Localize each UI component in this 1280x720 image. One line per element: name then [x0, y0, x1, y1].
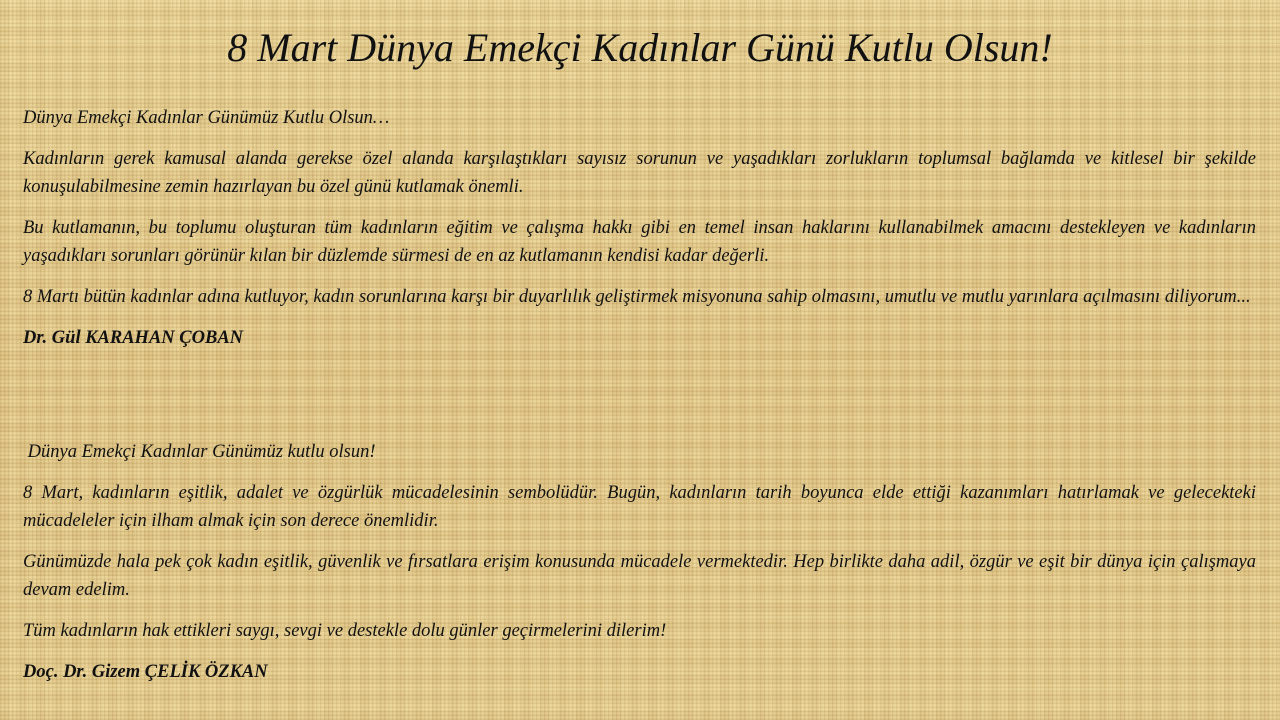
message-1-paragraph: Bu kutlamanın, bu toplumu oluşturan tüm kadınların eğitim ve çalışma hakkı gibi en temel insan haklarını kullanabilmek amacını destekleyen ve kadınların yaşadıkları sorunları görünür kılan bir düzlemde sürmesi de en az kutlamanın kendisi kadar değerli.	[23, 218, 1256, 266]
message-2-paragraph: Tüm kadınların hak ettikleri saygı, sevgi ve destekle dolu günler geçirmelerini dilerim!	[23, 621, 667, 641]
message-1-paragraph: Kadınların gerek kamusal alanda gerekse özel alanda karşılaştıkları sayısız sorunun ve yaşadıkları zorlukların toplumsal bağlamda ve kitlesel bir şekilde konuşulabilmesine zemin hazırlayan bu özel günü kutlamak önemli.	[23, 149, 1256, 197]
message-1-paragraph: 8 Martı bütün kadınlar adına kutluyor, kadın sorunlarına karşı bir duyarlılık geliştirmek misyonuna sahip olmasını, umutlu ve mutlu yarınlara açılmasını diliyorum...	[23, 287, 1251, 307]
slide-title: 8 Mart Dünya Emekçi Kadınlar Günü Kutlu Olsun!	[227, 25, 1053, 70]
message-1-greeting: Dünya Emekçi Kadınlar Günümüz Kutlu Olsun…	[23, 108, 390, 128]
message-2-greeting: Dünya Emekçi Kadınlar Günümüz kutlu olsun!	[23, 442, 376, 462]
message-block-1	[23, 104, 1256, 365]
message-2-paragraph: 8 Mart, kadınların eşitlik, adalet ve özgürlük mücadelesinin sembolüdür. Bugün, kadınların tarih boyunca elde ettiği kazanımları hatırlamak ve gelecekteki mücadeleler için ilham almak için son derece önemlidir.	[23, 483, 1256, 531]
message-1-signature: Dr. Gül KARAHAN ÇOBAN	[23, 328, 244, 348]
message-2-paragraph: Günümüzde hala pek çok kadın eşitlik, güvenlik ve fırsatlara erişim konusunda mücadele vermektedir. Hep birlikte daha adil, özgür ve eşit bir dünya için çalışmaya devam edelim.	[23, 552, 1256, 600]
message-block-2	[23, 438, 1256, 699]
message-2-signature: Doç. Dr. Gizem ÇELİK ÖZKAN	[23, 662, 268, 682]
